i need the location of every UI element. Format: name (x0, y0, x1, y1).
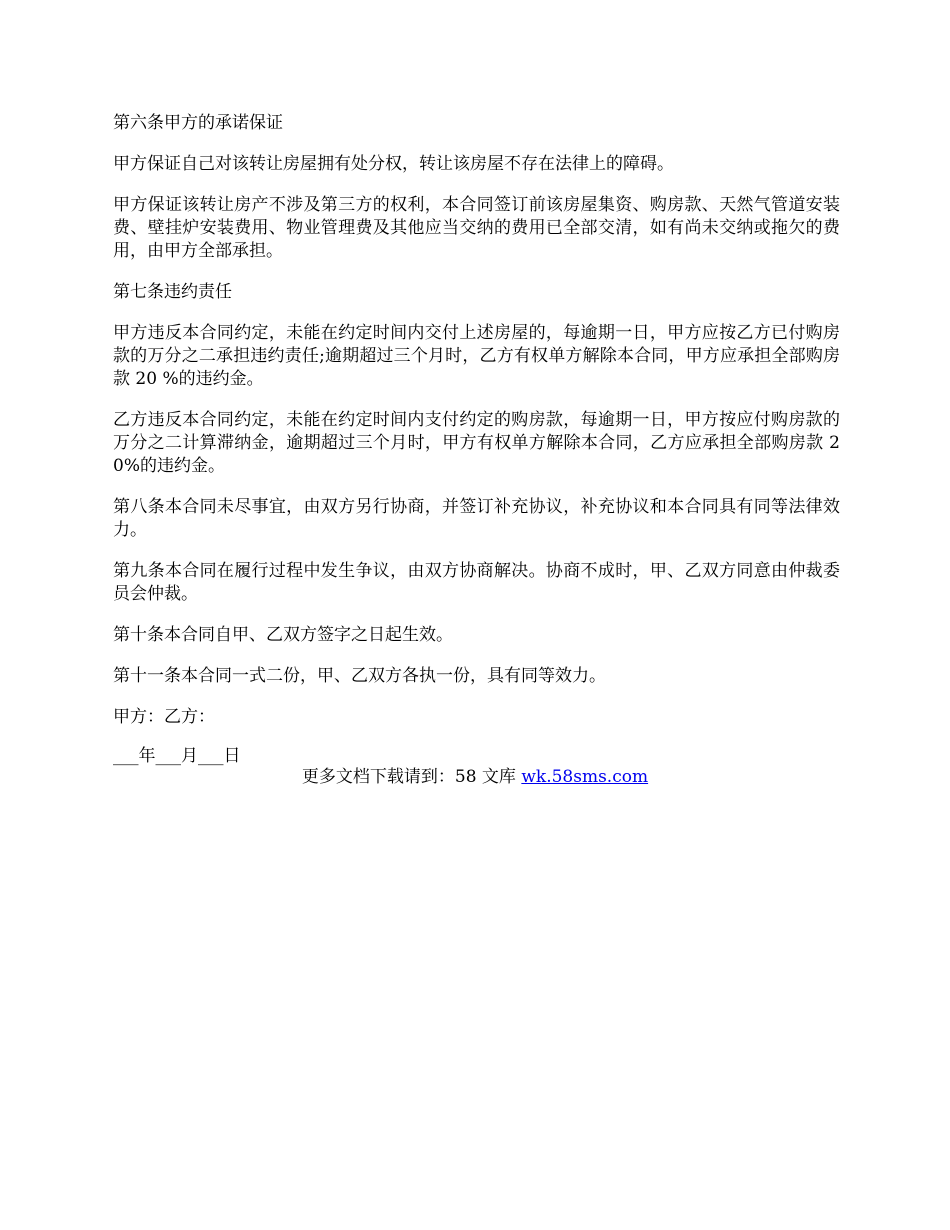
signature-parties-line: 甲方：乙方： (113, 707, 215, 727)
clause-paragraph: 第十一条本合同一式二份，甲、乙双方各执一份，具有同等效力。 (113, 666, 606, 686)
clause-paragraph: 甲方违反本合同约定，未能在约定时间内交付上述房屋的，每逾期一日，甲方应按乙方已付购房款的万分之二承担违约责任;逾期超过三个月时，乙方有权单方解除本合同，甲方应承担全部购房款 20 %的违约金。 (113, 323, 840, 389)
clause-paragraph: 第十条本合同自甲、乙双方签字之日起生效。 (113, 625, 453, 645)
footer-text: 更多文档下载请到：58 文库 (301, 767, 522, 787)
footer-link[interactable]: wk.58sms.com (521, 767, 649, 787)
section-heading-7: 第七条违约责任 (113, 282, 232, 302)
signature-date-line: ___年___月___日 (113, 746, 241, 766)
section-heading-6: 第六条甲方的承诺保证 (113, 113, 283, 133)
contract-body (113, 112, 840, 784)
clause-paragraph: 第九条本合同在履行过程中发生争议，由双方协商解决。协商不成时，甲、乙双方同意由仲裁委员会仲裁。 (113, 561, 840, 604)
clause-paragraph: 第八条本合同未尽事宜，由双方另行协商，并签订补充协议，补充协议和本合同具有同等法律效力。 (113, 497, 840, 540)
clause-paragraph: 甲方保证该转让房产不涉及第三方的权利，本合同签订前该房屋集资、购房款、天然气管道安装费、壁挂炉安装费用、物业管理费及其他应当交纳的费用已全部交清，如有尚未交纳或拖欠的费用，由甲方全部承担。 (113, 195, 840, 261)
clause-paragraph: 乙方违反本合同约定，未能在约定时间内支付约定的购房款，每逾期一日，甲方按应付购房款的万分之二计算滞纳金，逾期超过三个月时，甲方有权单方解除本合同，乙方应承担全部购房款 20%的违约金。 (113, 410, 840, 476)
clause-paragraph: 甲方保证自己对该转让房屋拥有处分权，转让该房屋不存在法律上的障碍。 (113, 154, 674, 174)
download-footer (0, 766, 950, 789)
